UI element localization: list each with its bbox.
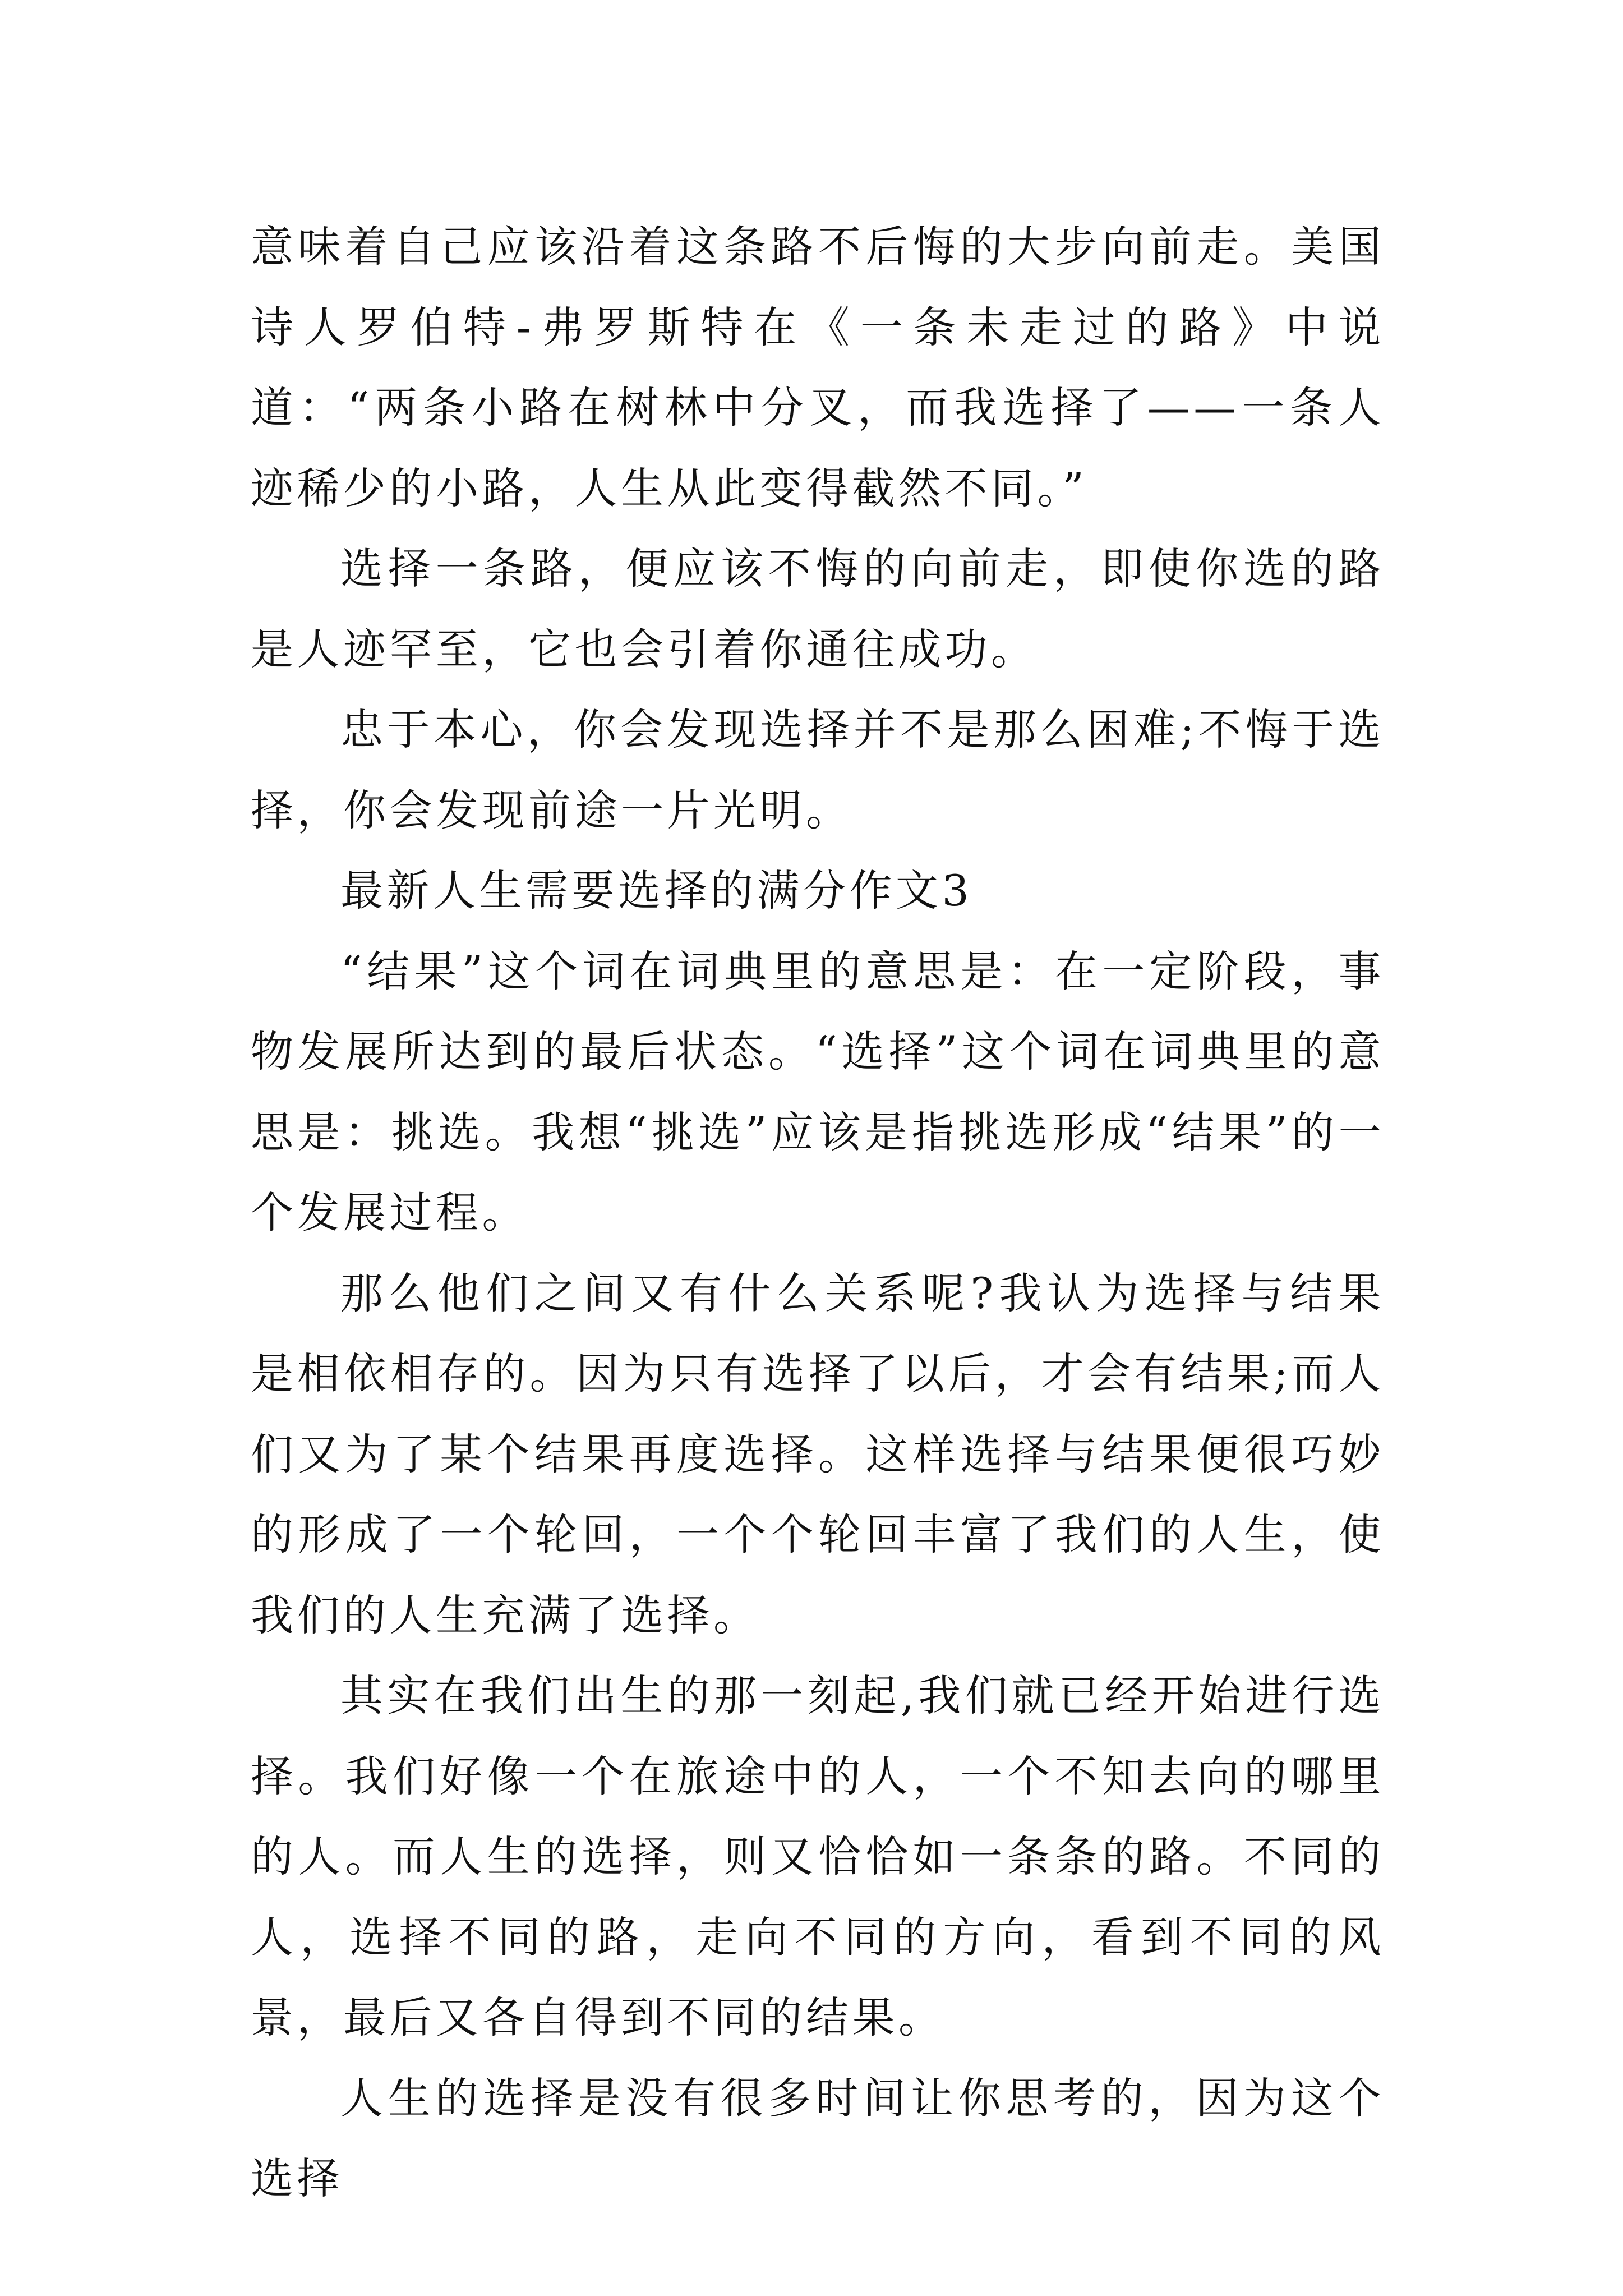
paragraph-7: 其实在我们出生的那一刻起,我们就已经开始进行选择。我们好像一个在旅途中的人，一个不知去向的哪里的人。而人生的选择，则又恰恰如一条条的路。不同的人，选择不同的路，走向不同的方向，看到不同的风景，最后又各自得到不同的结果。 xyxy=(251,1671,1385,2042)
paragraph-1: 意味着自己应该沿着这条路不后悔的大步向前走。美国诗人罗伯特-弗罗斯特在《一条未走过的路》中说道：“两条小路在树林中分叉，而我选择了——一条人迹稀少的小路，人生从此变得截然不同。” xyxy=(251,222,1385,513)
paragraph-5: “结果”这个词在词典里的意思是：在一定阶段，事物发展所达到的最后状态。“选择”这个词在词典里的意思是：挑选。我想“挑选”应该是指挑选形成“结果”的一个发展过程。 xyxy=(251,946,1385,1237)
paragraph-6: 那么他们之间又有什么关系呢?我认为选择与结果是相依相存的。因为只有选择了以后，才会有结果;而人们又为了某个结果再度选择。这样选择与结果便很巧妙的形成了一个轮回，一个个轮回丰富了我们的人生，使我们的人生充满了选择。 xyxy=(251,1268,1385,1640)
paragraph-8: 人生的选择是没有很多时间让你思考的，因为这个选择 xyxy=(251,2073,1385,2203)
document-body xyxy=(251,206,1385,2219)
paragraph-2: 选择一条路，便应该不悔的向前走，即使你选的路是人迹罕至，它也会引着你通往成功。 xyxy=(251,544,1385,674)
section-heading: 最新人生需要选择的满分作文3 xyxy=(340,866,973,915)
paragraph-3: 忠于本心，你会发现选择并不是那么困难;不悔于选择，你会发现前途一片光明。 xyxy=(251,705,1385,835)
